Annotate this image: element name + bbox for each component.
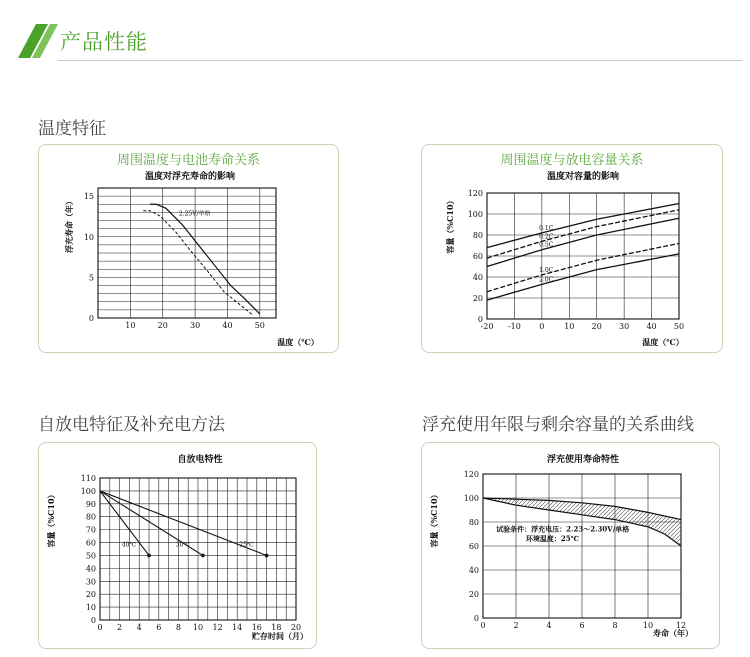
series-label: 0.5C — [539, 241, 554, 249]
x-tick-label: 18 — [271, 623, 282, 632]
y-tick-label: 10 — [83, 232, 94, 242]
y-tick-label: 80 — [468, 518, 479, 527]
series-end-point — [201, 554, 205, 558]
y-tick-label: 0 — [88, 314, 94, 323]
y-tick-label: 40 — [85, 564, 96, 574]
section-title-float-life: 浮充使用年限与剩余容量的关系曲线 — [422, 415, 694, 435]
chart-title: 自放电特性 — [177, 455, 223, 465]
x-tick-label: 2 — [513, 621, 519, 630]
y-tick-label: 110 — [80, 474, 96, 483]
y-tick-label: 15 — [83, 192, 94, 202]
y-axis-label: 容量（%C10） — [429, 490, 439, 548]
x-tick-label: 14 — [232, 623, 243, 632]
chart-title: 浮充使用寿命特性 — [546, 455, 620, 465]
series-label: 30℃ — [175, 541, 191, 549]
series-line-lower — [143, 211, 253, 316]
card-title-life-temp: 周围温度与电池寿命关系 — [116, 153, 260, 168]
series-label: 40℃ — [121, 541, 137, 549]
x-tick-label: 50 — [673, 322, 685, 331]
y-tick-label: 50 — [85, 551, 96, 561]
y-tick-label: 20 — [468, 590, 479, 599]
x-tick-label: 20 — [290, 623, 302, 632]
x-tick-label: 40 — [222, 321, 233, 330]
page-title: 产品性能 — [60, 30, 148, 54]
x-tick-label: 4 — [136, 623, 142, 632]
x-axis-label: 贮存时间（月） — [252, 631, 308, 641]
series-label: 0.2C — [539, 233, 554, 241]
header-divider — [58, 60, 742, 61]
y-tick-label: 5 — [88, 273, 94, 283]
y-tick-label: 10 — [85, 603, 96, 613]
y-tick-label: 120 — [467, 189, 483, 198]
chart-float-life — [423, 444, 717, 646]
annotation-voltage: 2.25V/单格 — [178, 210, 211, 218]
series-line-1.0C — [487, 243, 679, 291]
x-tick-label: 6 — [156, 623, 162, 632]
y-tick-label: 80 — [472, 231, 483, 240]
y-tick-label: 0 — [90, 616, 96, 625]
x-tick-label: 6 — [579, 621, 585, 630]
series-line-0.2C — [487, 210, 679, 258]
y-tick-label: 100 — [467, 210, 483, 219]
x-axis-label: 温度（℃） — [642, 337, 684, 347]
y-tick-label: 90 — [85, 499, 96, 509]
x-tick-label: 30 — [189, 321, 201, 330]
chart-title: 温度对容量的影响 — [546, 172, 620, 182]
x-tick-label: 2 — [117, 623, 123, 632]
y-tick-label: 80 — [85, 512, 96, 522]
y-tick-label: 40 — [468, 566, 479, 575]
series-label: 2.0C — [539, 276, 554, 284]
y-tick-label: 60 — [85, 538, 96, 548]
y-tick-label: 120 — [463, 470, 479, 479]
x-tick-label: 10 — [642, 621, 654, 630]
x-axis-label: 温度（℃） — [277, 337, 319, 347]
section-title-self-discharge: 自放电特征及补充电方法 — [38, 415, 225, 435]
x-tick-label: 40 — [646, 322, 657, 331]
x-tick-label: 10 — [564, 322, 575, 331]
x-tick-label: 0 — [97, 623, 103, 632]
x-axis-label: 寿命（年） — [653, 628, 693, 638]
chart-self-discharge — [40, 444, 314, 646]
card-title-capacity-temp: 周围温度与放电容量关系 — [500, 153, 644, 168]
chart-title: 温度对浮充寿命的影响 — [144, 172, 236, 182]
chart-life-vs-temperature — [40, 165, 336, 349]
x-tick-label: 30 — [619, 322, 630, 331]
y-tick-label: 100 — [463, 494, 479, 503]
x-tick-label: 8 — [175, 623, 181, 632]
y-tick-label: 20 — [85, 590, 96, 600]
y-tick-label: 40 — [472, 273, 483, 282]
x-tick-label: 0 — [480, 621, 486, 630]
x-tick-label: 12 — [675, 621, 687, 630]
series-label: 0.1C — [539, 224, 554, 232]
annotation-ambient-temp: 环境温度：25℃ — [525, 534, 580, 544]
x-tick-label: 12 — [212, 623, 223, 632]
y-axis-label: 容量（%C10） — [46, 490, 56, 548]
y-tick-label: 70 — [85, 525, 96, 535]
y-tick-label: 100 — [80, 486, 96, 496]
y-tick-label: 60 — [472, 252, 483, 261]
series-label: 1.0C — [539, 266, 554, 274]
y-tick-label: 0 — [477, 315, 483, 324]
y-tick-label: 60 — [468, 542, 479, 551]
y-tick-label: 20 — [472, 294, 483, 303]
x-tick-label: 50 — [254, 321, 265, 330]
y-axis-label: 浮充寿命（年） — [64, 197, 74, 253]
y-axis-label: 容量（%C10） — [445, 196, 455, 254]
series-label: 25℃ — [239, 541, 254, 549]
x-tick-label: 8 — [612, 621, 618, 630]
section-title-temperature: 温度特征 — [38, 119, 106, 139]
x-tick-label: 10 — [125, 321, 136, 330]
x-tick-label: 16 — [251, 623, 262, 632]
x-tick-label: -10 — [507, 322, 521, 331]
x-tick-label: -20 — [480, 322, 494, 331]
y-tick-label: 30 — [85, 577, 96, 587]
series-end-point — [147, 554, 151, 558]
series-end-point — [265, 554, 269, 558]
x-tick-label: 20 — [591, 322, 602, 331]
y-tick-label: 0 — [473, 614, 479, 623]
x-tick-label: 4 — [546, 621, 552, 630]
annotation-test-conditions: 试验条件：浮充电压：2.23～2.30V/单格 — [496, 524, 630, 534]
x-tick-label: 0 — [539, 322, 545, 331]
series-line-0.1C — [487, 204, 679, 248]
x-tick-label: 10 — [192, 623, 204, 632]
chart-capacity-vs-temperature — [423, 165, 719, 349]
header-logo — [8, 18, 58, 62]
x-tick-label: 20 — [157, 321, 168, 330]
